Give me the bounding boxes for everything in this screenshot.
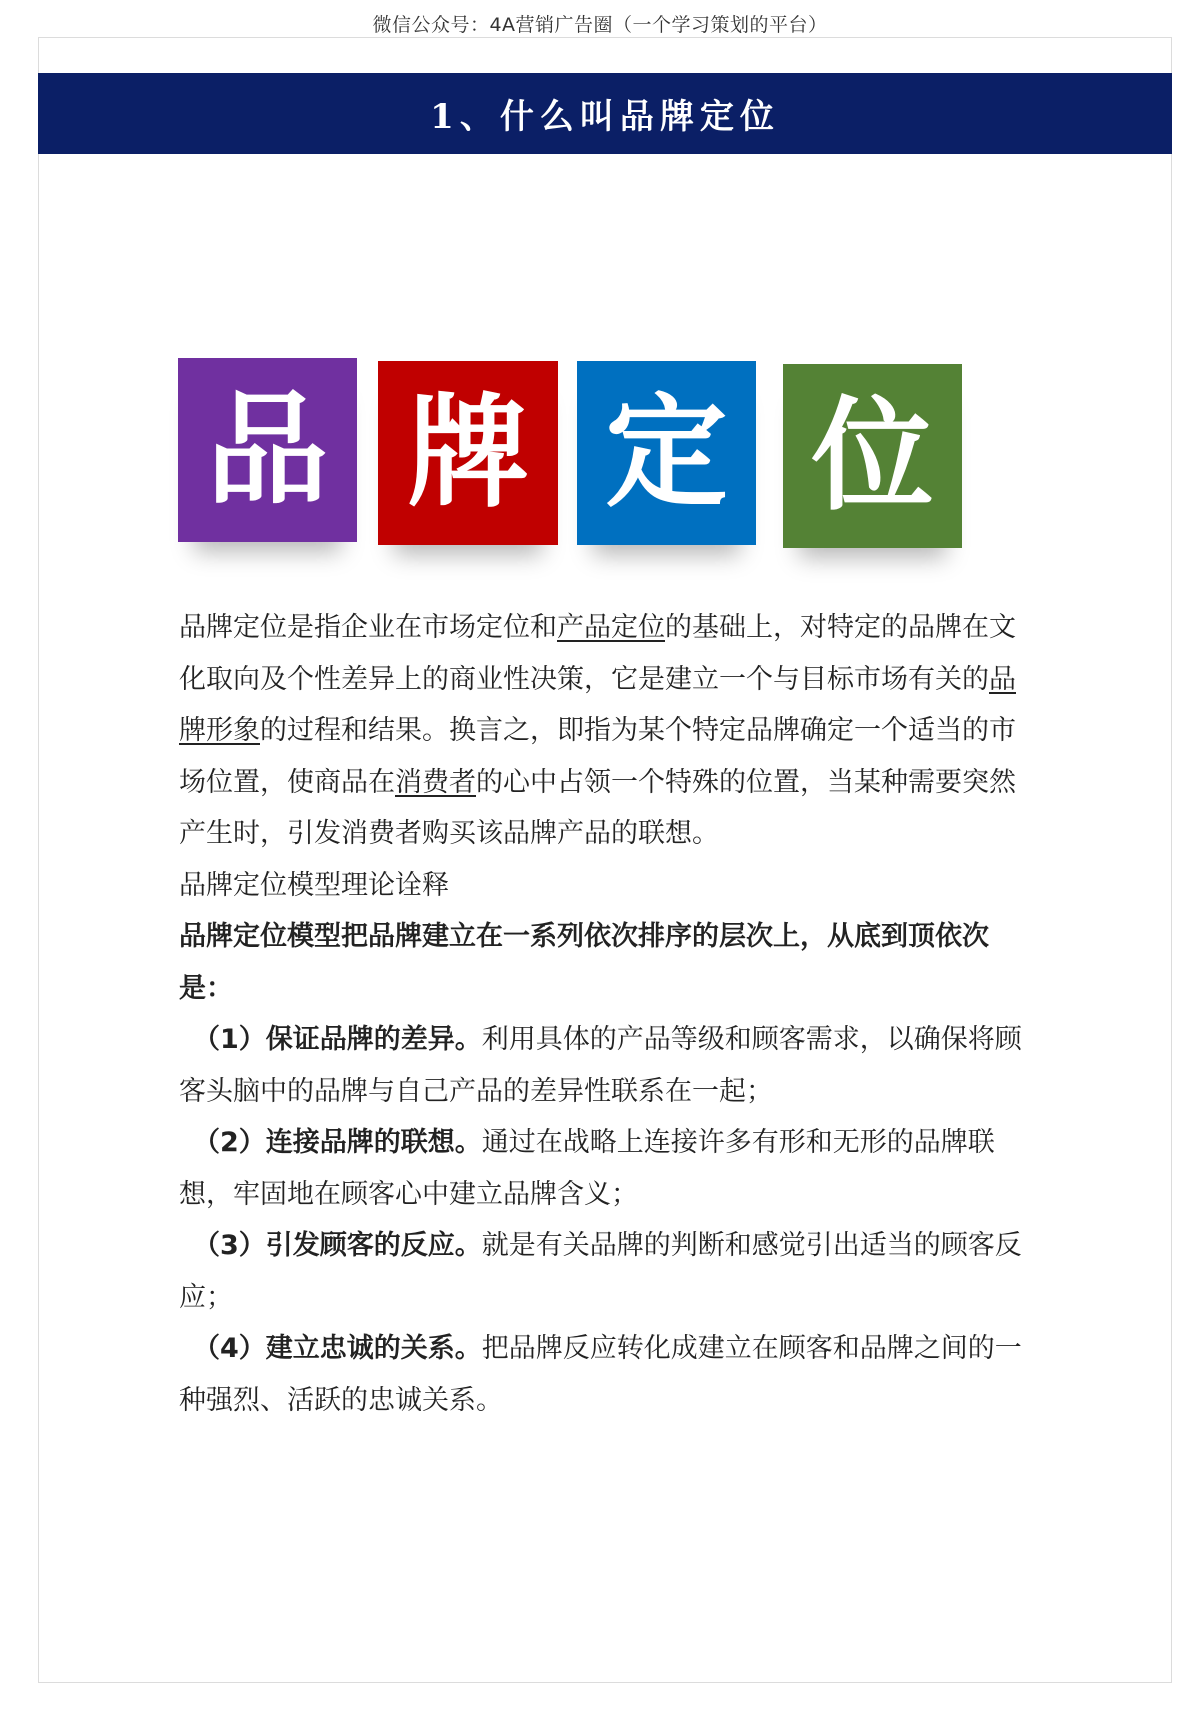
- bold-intro: 品牌定位模型把品牌建立在一系列依次排序的层次上，从底到顶依次是：: [179, 921, 989, 1004]
- tile-ding-char: 定: [605, 382, 728, 524]
- item-4-head: 建立忠诚的关系。: [265, 1333, 482, 1364]
- tile-wei-char: 位: [811, 385, 934, 527]
- item-1-number: （1）: [193, 1024, 266, 1055]
- list-item-1: [179, 1014, 1039, 1117]
- tile-pin: [178, 358, 357, 542]
- link-product-positioning[interactable]: 产品定位: [557, 612, 665, 643]
- body-content: [179, 602, 1039, 1426]
- item-1-head: 保证品牌的差异。: [265, 1024, 482, 1055]
- item-1-text: 利用具体的产品等级和顾客需求，以确保将顾客头脑中的品牌与自己产品的差异性联系在一起；: [179, 1024, 1022, 1107]
- intro-text-1: 品牌定位是指企业在市场定位和: [179, 612, 557, 643]
- list-item-4: [179, 1323, 1039, 1426]
- item-2-number: （2）: [193, 1127, 266, 1158]
- item-4-number: （4）: [193, 1333, 266, 1364]
- item-3-head: 引发顾客的反应。: [265, 1230, 482, 1261]
- item-2-text: 通过在战略上连接许多有形和无形的品牌联想，牢固地在顾客心中建立品牌含义；: [179, 1127, 995, 1210]
- tile-pin-char: 品: [206, 379, 329, 521]
- watermark-text: 微信公众号：4A营销广告圈（一个学习策划的平台）: [372, 14, 828, 36]
- intro-text-4: 的心中占领一个特殊的位置，当某种需要突然产生时，引发消费者购买该品牌产品的联想。: [179, 766, 1016, 849]
- intro-paragraph: [179, 602, 1039, 860]
- intro-text-2: 的基础上，对特定的品牌在文化取向及个性差异上的商业性决策，它是建立一个与目标市场有关的: [179, 612, 1016, 695]
- list-item-3: [179, 1220, 1039, 1323]
- tile-pai: [378, 361, 558, 545]
- subtitle: 品牌定位模型理论诠释: [179, 869, 449, 901]
- list-item-2: [179, 1117, 1039, 1220]
- tile-pai-char: 牌: [407, 382, 529, 524]
- tile-ding: [577, 361, 756, 545]
- item-2-head: 连接品牌的联想。: [265, 1127, 482, 1158]
- item-3-text: 就是有关品牌的判断和感觉引出适当的顾客反应；: [179, 1230, 1022, 1313]
- item-3-number: （3）: [193, 1230, 266, 1261]
- tile-wei: [783, 364, 962, 548]
- intro-text-3: 的过程和结果。换言之，即指为某个特定品牌确定一个适当的市场位置，使商品在: [179, 715, 1016, 798]
- item-4-text: 把品牌反应转化成建立在顾客和品牌之间的一种强烈、活跃的忠诚关系。: [179, 1333, 1022, 1416]
- page-title: 1、什么叫品牌定位: [430, 97, 780, 137]
- link-brand-image[interactable]: 品牌形象: [179, 663, 1016, 746]
- link-consumer[interactable]: 消费者: [395, 766, 476, 798]
- title-bar: [38, 73, 1172, 154]
